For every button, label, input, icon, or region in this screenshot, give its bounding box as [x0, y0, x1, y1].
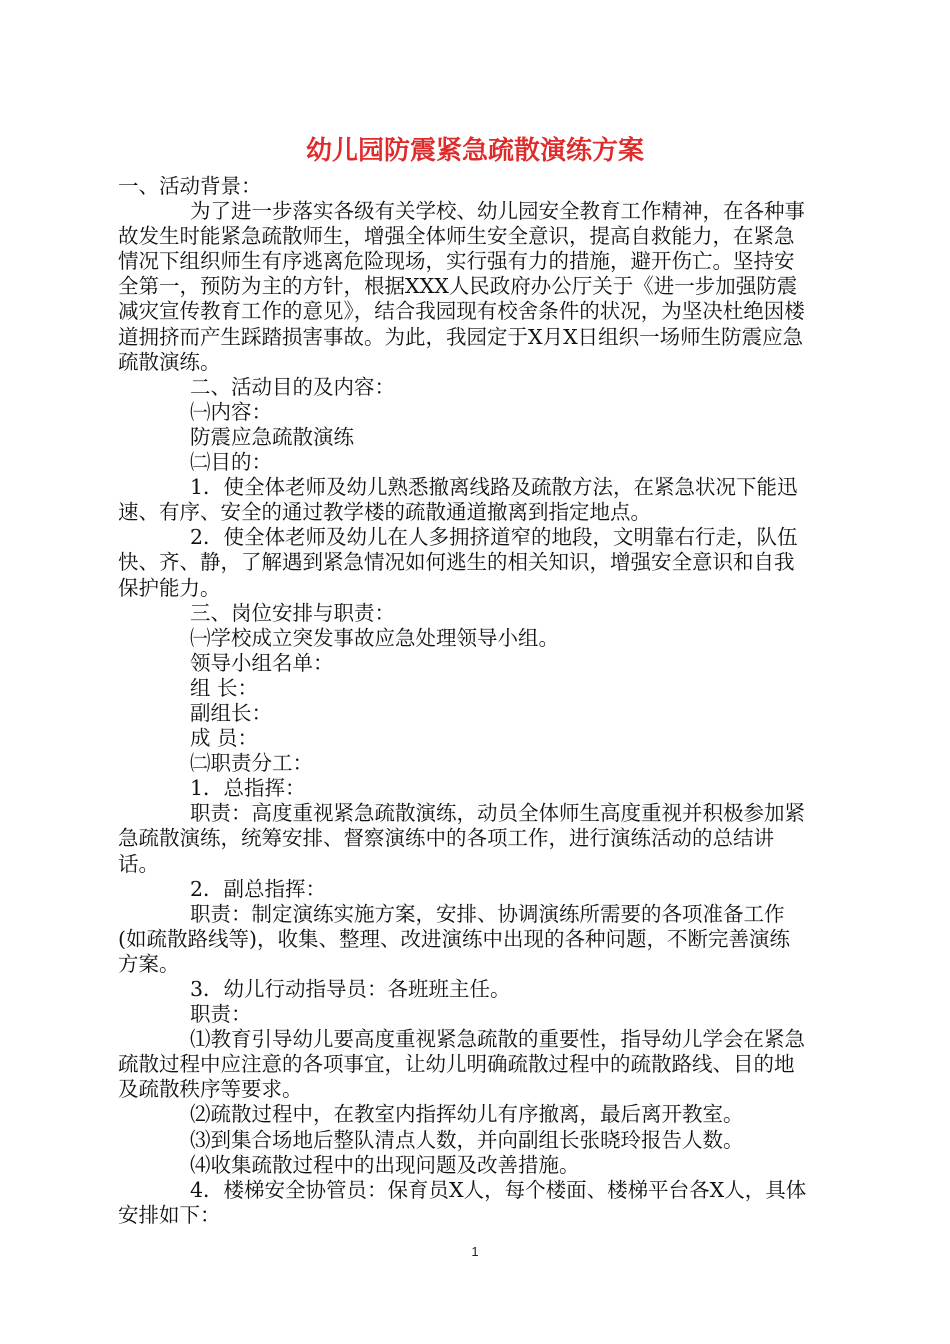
paragraph: ⑴教育引导幼儿要高度重视紧急疏散的重要性，指导幼儿学会在紧急疏散过程中应注意的各项事宜，让幼儿明确疏散过程中的疏散路线、目的地及疏散秩序等要求。 [118, 1027, 805, 1102]
paragraph: 领导小组名单： [190, 650, 334, 675]
paragraph: 副组长： [190, 700, 272, 725]
paragraph: 职责：制定演练实施方案，安排、协调演练所需要的各项准备工作(如疏散路线等)，收集、整理、改进演练中出现的各种问题，不断完善演练方案。 [118, 901, 790, 976]
paragraph: 成 员： [190, 726, 259, 751]
paragraph: 三、岗位安排与职责： [190, 600, 395, 625]
paragraph: 1．使全体老师及幼儿熟悉撤离线路及疏散方法，在紧急状况下能迅速、有序、安全的通过教学楼的疏散通道撤离到指定地点。 [118, 475, 798, 525]
paragraph: 3．幼儿行动指导员：各班班主任。 [190, 977, 511, 1001]
paragraph: 二、活动目的及内容： [190, 374, 395, 399]
paragraph: 职责：高度重视紧急疏散演练，动员全体师生高度重视并积极参加紧急疏散演练，统筹安排、督察演练中的各项工作，进行演练活动的总结讲话。 [118, 801, 805, 876]
paragraph: 4．楼梯安全协管员：保育员X人，每个楼面、楼梯平台各X人，具体安排如下： [118, 1177, 807, 1227]
document-body [118, 174, 810, 1228]
paragraph: 防震应急疏散演练 [190, 424, 354, 449]
paragraph: ⑶到集合场地后整队清点人数，并向副组长张晓玲报告人数。 [190, 1127, 744, 1152]
paragraph: 2．使全体老师及幼儿在人多拥挤道窄的地段，文明靠右行走，队伍快、齐、静，了解遇到紧急情况如何逃生的相关知识，增强安全意识和自我保护能力。 [118, 525, 798, 600]
paragraph: ㈠内容： [190, 399, 272, 424]
paragraph: 职责： [190, 1002, 252, 1027]
paragraph: 1．总指挥： [190, 776, 306, 801]
paragraph: ㈡目的： [190, 450, 272, 475]
paragraph: 一、活动背景： [118, 174, 262, 198]
paragraph: 组 长： [190, 675, 259, 700]
page-number: 1 [471, 1244, 479, 1259]
paragraph: ⑵疏散过程中，在教室内指挥幼儿有序撤离，最后离开教室。 [190, 1102, 744, 1127]
paragraph: ㈠学校成立突发事故应急处理领导小组。 [190, 625, 559, 650]
document-title: 幼儿园防震紧急疏散演练方案 [305, 136, 644, 166]
paragraph: 2．副总指挥： [190, 876, 327, 901]
paragraph: ㈡职责分工： [190, 751, 313, 776]
paragraph: ⑷收集疏散过程中的出现问题及改善措施。 [190, 1152, 580, 1177]
paragraph: 为了进一步落实各级有关学校、幼儿园安全教育工作精神，在各种事故发生时能紧急疏散师生，增强全体师生安全意识，提高自救能力，在紧急情况下组织师生有序逃离危险现场，实行强有力的措施，避开伤亡。坚持安全第一，预防为主的方针，根据XXX人民政府办公厅关于《进一步加强防震减灾宣传教育工作的意见》，结合我园现有校舍条件的状况，为坚决杜绝因楼道拥挤而产生踩踏损害事故。为此，我园定于X月X日组织一场师生防震应急疏散演练。 [118, 199, 805, 374]
